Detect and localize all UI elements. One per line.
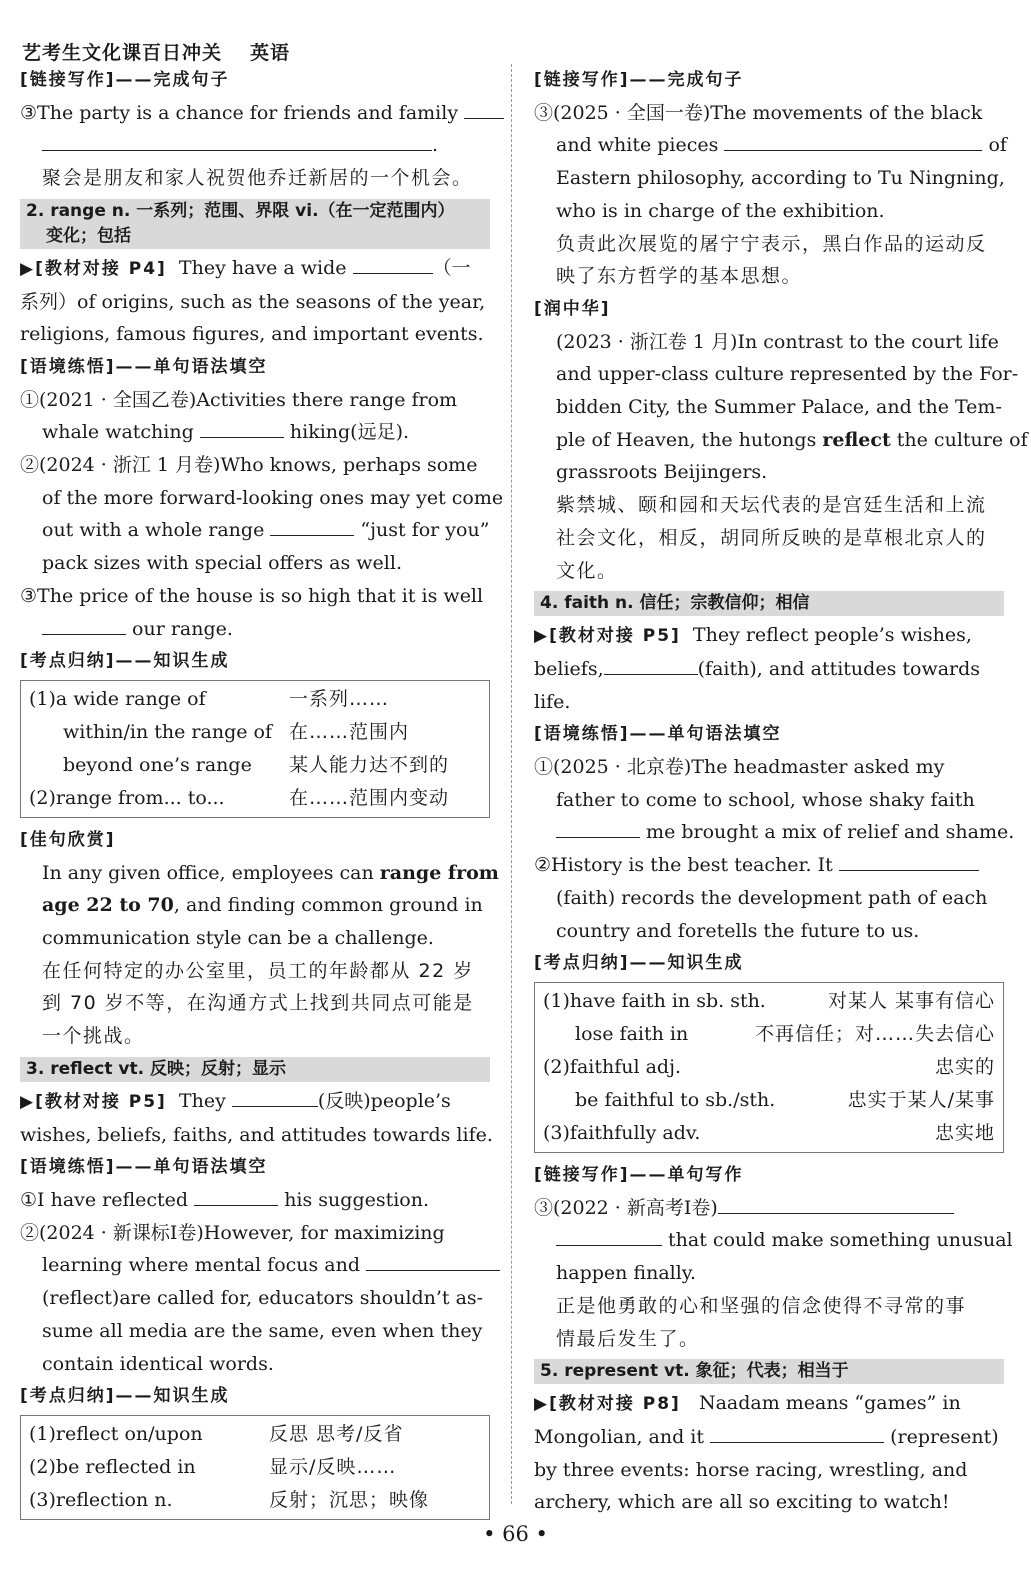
answer-blank[interactable] (366, 1252, 500, 1271)
answer-blank[interactable] (710, 1424, 884, 1443)
exercise-line: ②(2024 · 新课标Ⅰ卷)However, for maximizing (20, 1221, 445, 1244)
exercise-line: sume all media are the same, even when they (42, 1319, 483, 1342)
answer-blank[interactable] (839, 852, 979, 871)
exercise-line: (reflect)are called for, educators shouldn’t as- (42, 1287, 484, 1310)
section-heading-represent: 5. represent vt. 象征；代表；相当于 (534, 1359, 1004, 1384)
example-line: age 22 to 70, and finding common ground in (42, 894, 483, 917)
answer-blank[interactable] (353, 255, 433, 274)
range-summary-box (20, 680, 490, 818)
answer-blank[interactable] (604, 656, 698, 675)
exercise-line: contain identical words. (42, 1352, 274, 1375)
example-line: In any given office, employees can range from (42, 861, 499, 884)
exercise-line: whale watching hiking(远足). (42, 421, 410, 444)
translation-line: 一个挑战。 (42, 1025, 145, 1048)
answer-blank[interactable] (718, 1195, 954, 1214)
exercise-line: ③(2022 · 新高考Ⅰ卷) (534, 1192, 1004, 1225)
practice-tag: [语境练悟]——单句语法填空 (534, 724, 782, 745)
textbook-line: beliefs, (faith), and attitudes towards (534, 657, 981, 680)
example-line: communication style can be a challenge. (42, 927, 434, 950)
exercise-line: me brought a mix of relief and shame. (534, 816, 1004, 849)
example-line: and upper-class culture represented by the For- (556, 363, 1019, 386)
summary-row: (2)be reflected in 显示/反映…… (29, 1455, 397, 1478)
exercise-line: who is in charge of the exhibition. (556, 199, 885, 222)
translation-line: 聚会是朋友和家人祝贺他乔迁新居的一个机会。 (42, 167, 473, 190)
summary-row: lose faith in 不再信任；对……失去信心 (575, 1022, 995, 1045)
translation-line: 社会文化，相反，胡同所反映的是草根北京人的 (556, 526, 987, 549)
answer-blank[interactable] (556, 819, 640, 838)
translation-line: 在任何特定的办公室里，员工的年龄都从 22 岁 (42, 959, 474, 982)
summary-tag: [考点归纳]——知识生成 (20, 651, 230, 672)
textbook-line: wishes, beliefs, faiths, and attitudes towards life. (20, 1123, 493, 1146)
exercise-line: ③(2025 · 全国一卷)The movements of the black (534, 101, 983, 124)
exercise-line: ②History is the best teacher. It (534, 849, 1004, 882)
textbook-line: ▶[教材对接 P8] Naadam means “games” in (534, 1392, 961, 1415)
runzhonghua-tag: [润中华] (534, 298, 611, 319)
translation-line: 文化。 (556, 559, 618, 582)
translation-line: 情最后发生了。 (556, 1327, 700, 1350)
practice-tag: [语境练悟]——单句语法填空 (20, 1157, 268, 1178)
example-line: bidden City, the Summer Palace, and the Tem- (556, 396, 1002, 419)
book-title: 艺考生文化课百日冲关 (22, 42, 223, 64)
answer-blank[interactable] (194, 1187, 278, 1206)
link-writing-tag: [链接写作]——完成句子 (20, 70, 230, 90)
summary-row: (1)a wide range of 一系列…… (29, 687, 390, 710)
link-writing-tag: [链接写作]——单句写作 (534, 1164, 744, 1185)
exercise-line: out with a whole range “just for you” (42, 519, 490, 542)
exercise-line: that could make something unusual (534, 1224, 1004, 1257)
example-line: (2023 · 浙江卷 1 月)In contrast to the court life (556, 330, 999, 353)
textbook-line: religions, famous figures, and important events. (20, 323, 484, 346)
summary-row: (2)range from... to... 在……范围内变动 (29, 786, 450, 809)
section-heading-faith: 4. faith n. 信任；宗教信仰；相信 (534, 591, 1004, 616)
answer-blank[interactable] (200, 419, 284, 438)
textbook-line: ▶[教材对接 P5] They (反映)people’s (20, 1089, 451, 1112)
page-header (22, 38, 290, 65)
summary-tag: [考点归纳]——知识生成 (534, 953, 744, 974)
page-number: • 66 • (483, 1522, 548, 1546)
section-heading-range: 2. range n. 一系列；范围、界限 vi.（在一定范围内） (20, 199, 490, 224)
translation-line: 紫禁城、颐和园和天坛代表的是宫廷生活和上流 (556, 494, 987, 517)
textbook-line: archery, which are all so exciting to watch! (534, 1491, 950, 1514)
practice-tag: [语境练悟]——单句语法填空 (20, 356, 268, 377)
section-heading-reflect: 3. reflect vt. 反映；反射；显示 (20, 1057, 490, 1082)
exercise-line: ①(2021 · 全国乙卷)Activities there range from (20, 388, 458, 411)
answer-blank[interactable] (270, 517, 354, 536)
answer-blank[interactable] (556, 1227, 662, 1246)
textbook-line: ▶[教材对接 P5] They reflect people’s wishes, (534, 624, 972, 647)
exercise-line: ①I have reflected his suggestion. (20, 1188, 430, 1211)
exercise-line: father to come to school, whose shaky faith (556, 788, 975, 811)
left-column (20, 64, 504, 1526)
textbook-line: ▶[教材对接 P4] They have a wide （一 (20, 256, 471, 279)
summary-row: (1)have faith in sb. sth. 对某人 某事有信心 (543, 989, 995, 1012)
exercise-line: ③The price of the house is so high that it is well (20, 584, 484, 607)
textbook-line: life. (534, 690, 571, 713)
exercise-line: our range. (20, 613, 490, 646)
example-line: grassroots Beijingers. (556, 461, 768, 484)
column-divider (511, 64, 512, 1504)
exercise-line: ②(2024 · 浙江 1 月卷)Who knows, perhaps some (20, 454, 478, 477)
textbook-line: 系列）of origins, such as the seasons of the year, (20, 290, 486, 313)
exercise-line: of the more forward-looking ones may yet come (42, 486, 504, 509)
summary-row: (3)reflection n. 反射；沉思；映像 (29, 1488, 430, 1511)
faith-summary-box (534, 982, 1004, 1153)
example-line: ple of Heaven, the hutongs reflect the culture of (556, 428, 1028, 451)
answer-blank[interactable] (42, 616, 126, 635)
exercise-line: ③The party is a chance for friends and family (20, 97, 490, 130)
exercise-line: (faith) records the development path of each (556, 886, 988, 909)
translation-line: 映了东方哲学的基本思想。 (556, 265, 803, 288)
answer-blank[interactable] (464, 100, 504, 119)
answer-blank[interactable] (42, 132, 432, 151)
exercise-line: country and foretells the future to us. (556, 919, 920, 942)
summary-row: (2)faithful adj. 忠实的 (543, 1055, 995, 1078)
textbook-line: by three events: horse racing, wrestling, and (534, 1458, 968, 1481)
summary-row: (1)reflect on/upon 反思 思考/反省 (29, 1422, 404, 1445)
translation-line: 负责此次展览的屠宁宁表示，黑白作品的运动反 (556, 232, 987, 255)
reflect-summary-box (20, 1415, 490, 1520)
translation-line: 到 70 岁不等，在沟通方式上找到共同点可能是 (42, 992, 474, 1015)
link-writing-tag: [链接写作]——完成句子 (534, 70, 744, 90)
exercise-line: Eastern philosophy, according to Tu Ningning, (556, 167, 1005, 190)
translation-line: 正是他勇敢的心和坚强的信念使得不寻常的事 (556, 1294, 967, 1317)
summary-tag: [考点归纳]——知识生成 (20, 1386, 230, 1407)
section-heading-range-cont: 变化；包括 (20, 224, 490, 249)
exercise-line: learning where mental focus and (20, 1249, 490, 1282)
exercise-line: pack sizes with special offers as well. (42, 552, 402, 575)
summary-row: within/in the range of 在……范围内 (63, 720, 410, 743)
summary-row: beyond one’s range 某人能力达不到的 (63, 753, 450, 776)
subject-label: 英语 (250, 42, 291, 64)
right-column (534, 64, 1028, 1519)
exercise-line: . (20, 129, 490, 162)
good-sentence-tag: [佳句欣赏] (20, 829, 116, 850)
exercise-line: and white pieces of (556, 134, 1007, 157)
answer-blank[interactable] (724, 132, 982, 151)
answer-blank[interactable] (232, 1088, 318, 1107)
summary-row: be faithful to sb./sth. 忠实于某人/某事 (575, 1088, 995, 1111)
exercise-line: happen finally. (556, 1262, 697, 1285)
exercise-line: ①(2025 · 北京卷)The headmaster asked my (534, 756, 945, 779)
summary-row: (3)faithfully adv. 忠实地 (543, 1121, 995, 1144)
textbook-line: Mongolian, and it (represent) (534, 1425, 999, 1448)
